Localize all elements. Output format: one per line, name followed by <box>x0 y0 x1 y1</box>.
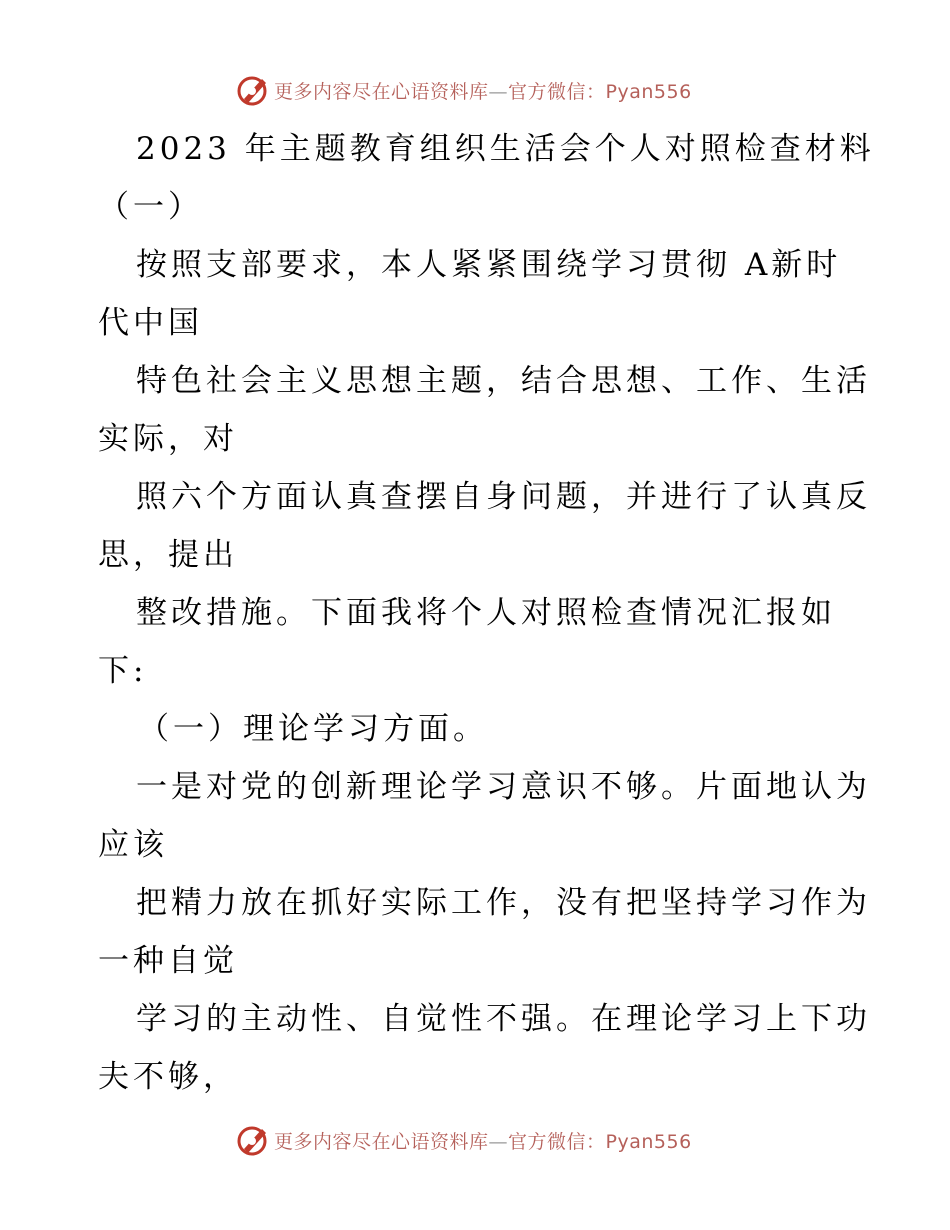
document-body <box>98 120 875 1106</box>
watermark-text: 更多内容尽在心语资料库—官方微信：Pyan556 <box>274 80 692 103</box>
paragraph-line: 整改措施。下面我将个人对照检查情况汇报如 <box>136 595 836 631</box>
document-title-continued: （一） <box>98 189 203 225</box>
watermark-text: 更多内容尽在心语资料库—官方微信：Pyan556 <box>274 1130 692 1153</box>
paragraph-line: 把精力放在抓好实际工作，没有把坚持学习作为 <box>136 885 871 921</box>
watermark-banner-bottom <box>236 1123 692 1157</box>
pen-logo-icon <box>236 1123 270 1157</box>
paragraph-line: 下: <box>98 653 148 689</box>
pen-logo-icon <box>236 73 270 107</box>
paragraph-line: 一是对党的创新理论学习意识不够。片面地认为 <box>136 769 871 805</box>
paragraph-line: 实际，对 <box>98 421 238 457</box>
paragraph-line: 照六个方面认真查摆自身问题，并进行了认真反 <box>136 479 871 515</box>
paragraph-line: 特色社会主义思想主题，结合思想、工作、生活 <box>136 363 871 399</box>
paragraph-line: 按照支部要求，本人紧紧围绕学习贯彻 A新时 <box>136 247 842 283</box>
paragraph-line: 一种自觉 <box>98 943 238 979</box>
paragraph-line: 代中国 <box>98 305 203 341</box>
watermark-banner-top <box>236 73 692 107</box>
paragraph-line: 思，提出 <box>98 537 238 573</box>
paragraph-line: 夫不够， <box>98 1059 238 1095</box>
document-title: 2023 年主题教育组织生活会个人对照检查材料 <box>136 131 875 167</box>
paragraph-line: 学习的主动性、自觉性不强。在理论学习上下功 <box>136 1001 871 1037</box>
section-heading: （一）理论学习方面。 <box>138 711 488 747</box>
paragraph-line: 应该 <box>98 827 168 863</box>
